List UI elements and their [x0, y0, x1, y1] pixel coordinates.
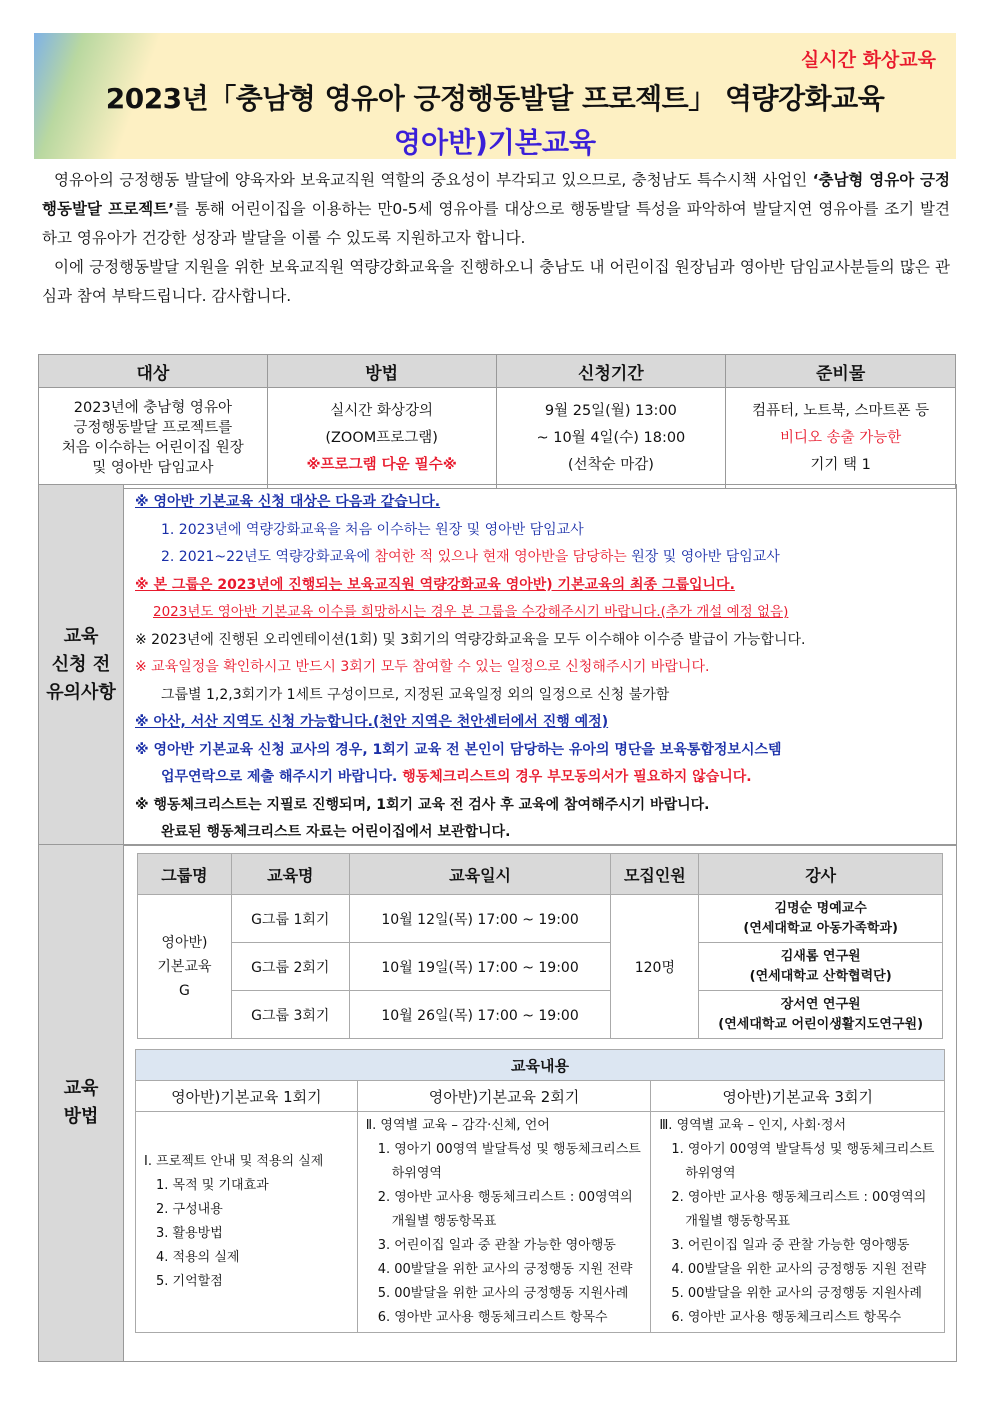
page-title: 2023년「충남형 영유아 긍정행동발달 프로젝트」 역량강화교육: [105, 82, 885, 115]
lecturer: 장서연 연구원 (연세대학교 어린이생활지도연구원): [699, 991, 943, 1039]
notes-section: [38, 484, 957, 846]
course-name: G그룹 1회기: [231, 895, 349, 943]
target-cell: 2023년에 충남형 영유아 긍정행동발달 프로젝트를 처음 이수하는 어린이집 원장 및 영아반 담임교사: [39, 388, 268, 489]
table-row: [138, 991, 943, 1039]
note-4: ※ 교육일정을 확인하시고 반드시 3회기 모두 참여할 수 있는 일정으로 신청해주시기 바랍니다.: [135, 659, 710, 675]
table-row: [138, 943, 943, 991]
note-7-cont: 완료된 행동체크리스트 자료는 어린이집에서 보관합니다.: [161, 824, 511, 840]
header-method: 방법: [267, 355, 496, 388]
header-lecturer: 강사: [699, 854, 943, 895]
header-group: 그룹명: [138, 854, 232, 895]
intro-text: [42, 166, 950, 311]
note-7: ※ 행동체크리스트는 지필로 진행되며, 1회기 교육 전 검사 후 교육에 참여해주시기 바랍니다.: [135, 796, 710, 813]
lecturer: 김새롬 연구원 (연세대학교 산학협력단): [699, 943, 943, 991]
note-1: ※ 영아반 기본교육 신청 대상은 다음과 같습니다.: [135, 494, 441, 510]
session-2-content: Ⅱ. 영역별 교육 – 감각·신체, 언어 1. 영아기 00영역 발달특성 및 행동체크리스트 하위영역 2. 영아반 교사용 행동체크리스트 : 00영역의 개월별 행동항목표 3. 어린이집 일과 중 관찰 가능한 영아행동 4. 00발달을 위한 교사의 긍정행동 지원 전략 5. 00발달을 위한 교사의 긍정행동 지원사례 6. 영아반 교사용 행동체크리스트 항목수: [357, 1112, 651, 1333]
live-tag: 실시간 화상교육: [800, 49, 936, 71]
content-col-2: 영아반)기본교육 2회기: [357, 1081, 651, 1112]
session-3-content: Ⅲ. 영역별 교육 – 인지, 사회·정서 1. 영아기 00영역 발달특성 및 행동체크리스트 하위영역 2. 영아반 교사용 행동체크리스트 : 00영역의 개월별 행동항목표 3. 어린이집 일과 중 관찰 가능한 영아행동 4. 00발달을 위한 교사의 긍정행동 지원 전략 5. 00발달을 위한 교사의 긍정행동 지원사례 6. 영아반 교사용 행동체크리스트 항목수: [651, 1112, 945, 1333]
header-period: 신청기간: [496, 355, 726, 388]
course-name: G그룹 2회기: [231, 943, 349, 991]
header-supplies: 준비물: [726, 355, 956, 388]
note-2-item: 2023년도 영아반 기본교육 이수를 희망하시는 경우 본 그룹을 수강해주시기 바랍니다.(추가 개설 예정 없음): [153, 604, 789, 620]
note-3: ※ 2023년에 진행된 오리엔테이션(1회) 및 3회기의 역량강화교육을 모두 이수해야 이수증 발급이 가능합니다.: [135, 631, 806, 648]
content-table: [135, 1049, 945, 1333]
note-5: ※ 아산, 서산 지역도 신청 가능합니다.(천안 지역은 천안센터에서 진행 예정): [135, 714, 609, 730]
group-name: 영아반) 기본교육 G: [138, 895, 232, 1039]
period-cell: 9월 25일(월) 13:00 ~ 10월 4일(수) 18:00 (선착순 마감): [496, 388, 726, 489]
header-datetime: 교육일시: [349, 854, 611, 895]
header-capacity: 모집인원: [611, 854, 699, 895]
supplies-cell: 컴퓨터, 노트북, 스마트폰 등 비디오 송출 가능한 기기 택 1: [726, 388, 956, 489]
notes-list: [135, 489, 955, 847]
note-6-cont: 업무연락으로 제출 해주시기 바랍니다. 행동체크리스트의 경우 부모동의서가 필요하지 않습니다.: [161, 769, 752, 785]
note-1-item-2: 2. 2021~22년도 역량강화교육에 참여한 적 있으나 현재 영아반을 담당하는 원장 및 영아반 담임교사: [161, 549, 780, 565]
content-col-3: 영아반)기본교육 3회기: [651, 1081, 945, 1112]
note-6: ※ 영아반 기본교육 신청 교사의 경우, 1회기 교육 전 본인이 담당하는 유아의 명단을 보육통합정보시스템: [135, 741, 782, 758]
session-1-content: Ⅰ. 프로젝트 안내 및 적용의 실제 1. 목적 및 기대효과 2. 구성내용 3. 활용방법 4. 적용의 실제 5. 기억할점: [136, 1112, 358, 1333]
method-cell: 실시간 화상강의 (ZOOM프로그램) ※프로그램 다운 필수※: [267, 388, 496, 489]
course-date: 10월 26일(목) 17:00 ~ 19:00: [349, 991, 611, 1039]
header-course: 교육명: [231, 854, 349, 895]
lecturer: 김명순 명예교수 (연세대학교 아동가족학과): [699, 895, 943, 943]
note-4-item: 그룹별 1,2,3회기가 1세트 구성이므로, 지정된 교육일정 외의 일정으로 신청 불가함: [161, 686, 670, 703]
header-target: 대상: [39, 355, 268, 388]
method-label: 교육 방법: [39, 845, 124, 1361]
intro-paragraph-1: 영유아의 긍정행동 발달에 양육자와 보육교직원 역할의 중요성이 부각되고 있으므로, 충청남도 특수시책 사업인 ‘충남형 영유아 긍정행동발달 프로젝트’를 통해 어린이집을 이용하는 만0-5세 영유아를 대상으로 행동발달 특성을 파악하여 발달지연 영유아를 조기 발견하고 영유아가 건강한 성장과 발달을 이룰 수 있도록 지원하고자 합니다.: [42, 171, 951, 247]
content-title: 교육내용: [136, 1050, 945, 1081]
method-section: [38, 844, 957, 1362]
page-subtitle: 영아반)기본교육: [393, 126, 597, 159]
table-row: [138, 895, 943, 943]
notes-label: 교육 신청 전 유의사항: [39, 485, 124, 845]
schedule-table: [137, 853, 943, 1039]
course-name: G그룹 3회기: [231, 991, 349, 1039]
header-banner: [34, 33, 956, 159]
capacity: 120명: [611, 895, 699, 1039]
summary-table: [38, 354, 956, 489]
content-col-1: 영아반)기본교육 1회기: [136, 1081, 358, 1112]
intro-paragraph-2: 이에 긍정행동발달 지원을 위한 보육교직원 역량강화교육을 진행하오니 충남도 내 어린이집 원장님과 영아반 담임교사분들의 많은 관심과 참여 부탁드립니다. 감사합니다.: [42, 258, 950, 305]
note-2: ※ 본 그룹은 2023년에 진행되는 보육교직원 역량강화교육 영아반) 기본교육의 최종 그룹입니다.: [135, 576, 735, 593]
course-date: 10월 12일(목) 17:00 ~ 19:00: [349, 895, 611, 943]
note-1-item-1: 1. 2023년에 역량강화교육을 처음 이수하는 원장 및 영아반 담임교사: [161, 521, 584, 538]
course-date: 10월 19일(목) 17:00 ~ 19:00: [349, 943, 611, 991]
